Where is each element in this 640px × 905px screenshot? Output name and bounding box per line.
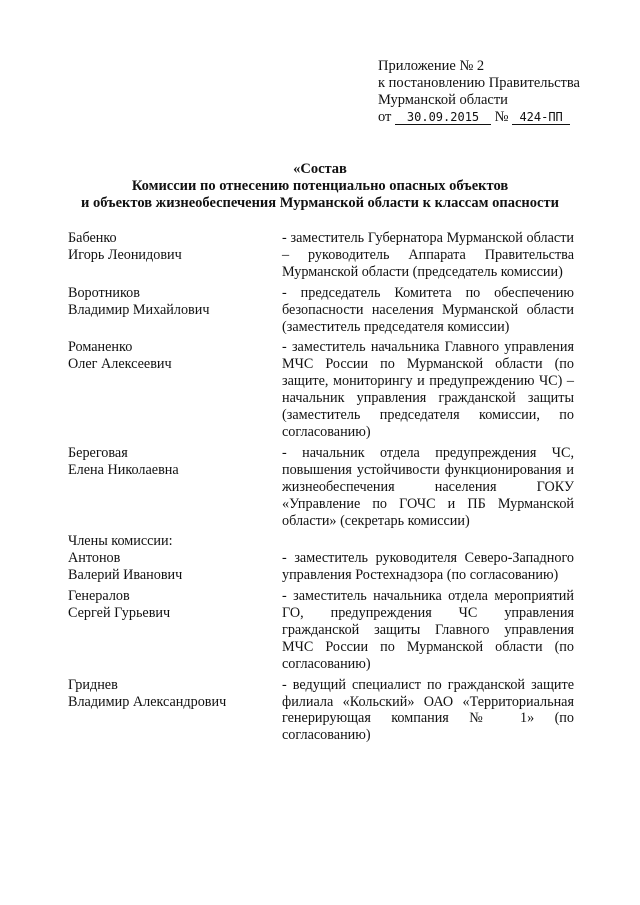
member-surname: Воротников [68, 284, 140, 301]
appendix-number: Приложение № 2 [378, 58, 485, 74]
member-surname: Береговая [68, 444, 128, 461]
member-name [68, 285, 282, 336]
member-given-names: Олег Алексеевич [68, 356, 172, 373]
member-given-names: Елена Николаевна [68, 461, 179, 478]
member-given-names: Сергей Гурьевич [68, 605, 171, 622]
member-name [68, 588, 282, 673]
member-name [68, 550, 282, 584]
member-row [68, 550, 574, 584]
member-role: - ведущий специалист по гражданской защите филиала «Кольский» ОАО «Территориальная генерирующая компания № 1» (по согласованию) [282, 676, 574, 744]
member-surname: Гриднев [68, 676, 118, 693]
number-prefix: № [494, 109, 509, 125]
appendix-reference: к постановлению Правительства [378, 75, 580, 91]
member-surname: Бабенко [68, 230, 117, 246]
date-prefix: от [378, 109, 392, 125]
member-row [68, 677, 574, 745]
member-surname: Романенко [68, 339, 133, 356]
member-role: - заместитель начальника Главного управления МЧС России по Мурманской области (по защите, мониторингу и предупреждению ЧС) – начальник управления гражданской защиты (заместитель председателя комиссии, по согласованию) [282, 339, 574, 440]
member-role: - заместитель Губернатора Мурманской области – руководитель Аппарата Правительства Мурманской области (председатель комиссии) [282, 230, 574, 280]
title-line-1: «Состав [293, 161, 347, 177]
member-role: - заместитель руководителя Северо-Западного управления Ростехнадзора (по согласованию) [282, 550, 574, 584]
member-surname: Антонов [68, 550, 121, 567]
appendix-region: Мурманской области [378, 92, 508, 108]
members-list [68, 230, 574, 744]
document-title [0, 161, 640, 212]
decree-date: 30.09.2015 [395, 111, 491, 125]
member-given-names: Владимир Александрович [68, 693, 227, 710]
member-given-names: Владимир Михайлович [68, 301, 210, 318]
member-name [68, 677, 282, 745]
member-row [68, 445, 574, 530]
member-name [68, 230, 282, 281]
member-name [68, 445, 282, 530]
member-row [68, 339, 574, 440]
member-row [68, 588, 574, 673]
title-line-3: и объектов жизнеобеспечения Мурманской области к классам опасности [81, 195, 559, 211]
member-name [68, 339, 282, 440]
member-given-names: Игорь Леонидович [68, 246, 182, 263]
member-row [68, 285, 574, 336]
appendix-header [378, 58, 580, 126]
members-heading: Члены комиссии: [68, 533, 173, 550]
member-surname: Генералов [68, 588, 130, 605]
member-role: - заместитель начальника отдела мероприятий ГО, предупреждения ЧС управления гражданской защиты Главного управления МЧС России по Мурманской области (по согласованию) [282, 588, 574, 672]
member-role: - начальник отдела предупреждения ЧС, повышения устойчивости функционирования и жизнеобеспечения населения ГОКУ «Управление по ГОЧС и ПБ Мурманской области» (секретарь комиссии) [282, 444, 574, 529]
decree-number: 424-ПП [512, 111, 570, 125]
member-role: - председатель Комитета по обеспечению безопасности населения Мурманской области (заместитель председателя комиссии) [282, 284, 574, 335]
title-line-2: Комиссии по отнесению потенциально опасных объектов [131, 178, 509, 194]
decree-date-line [378, 109, 580, 126]
member-row [68, 230, 574, 281]
member-given-names: Валерий Иванович [68, 567, 183, 584]
